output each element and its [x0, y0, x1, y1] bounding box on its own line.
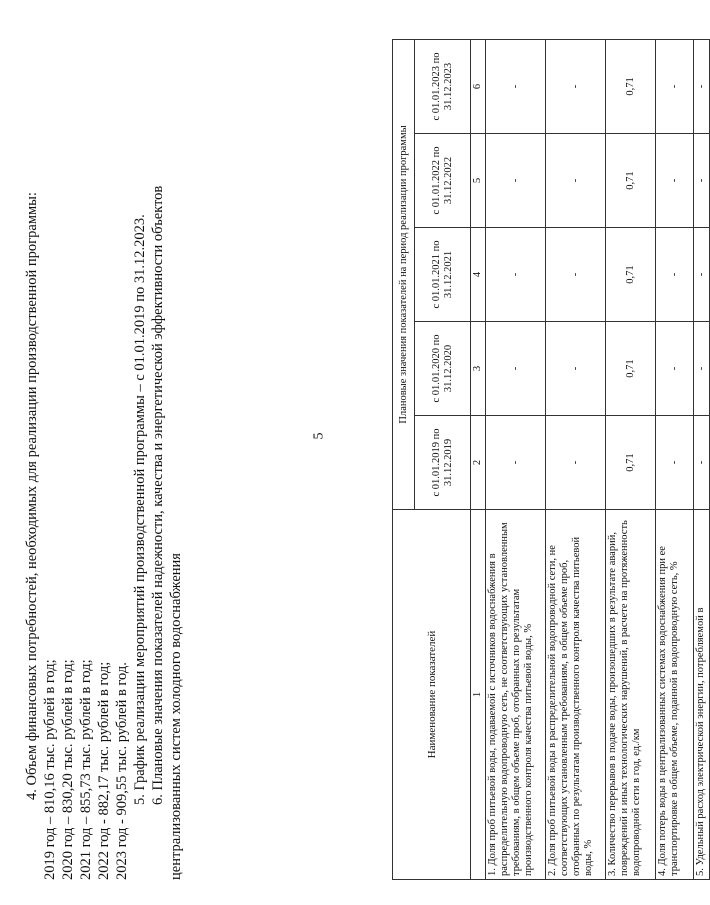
section-5-schedule: 5. График реализации мероприятий производственной программы – с 01.01.2019 по 31.12.2023. — [132, 214, 148, 805]
indicator-value: - — [486, 134, 546, 228]
table-row — [486, 39, 546, 879]
indicator-name: 2. Доля проб питьевой воды в распределительной водопроводной сети, не соответствующих установленным требованиям, в общем объеме проб, отобранных по результатам производственного контроля качества питьевой воды, % — [546, 510, 606, 880]
table-row — [606, 39, 656, 879]
header-indicator-name: Наименование показателей — [393, 510, 471, 880]
col-number: 2 — [471, 416, 486, 510]
rotated-page-content — [20, 20, 707, 880]
indicator-value: - — [486, 416, 546, 510]
indicator-value: - — [546, 134, 606, 228]
indicator-value: - — [656, 134, 694, 228]
table-row — [694, 39, 710, 879]
indicator-name: 5. Удельный расход электрической энергии, потребляемой в — [694, 510, 710, 880]
header-period-2023: с 01.01.2023 по 31.12.2023 — [415, 39, 471, 133]
header-period-2019: с 01.01.2019 по 31.12.2019 — [415, 416, 471, 510]
indicator-name: 3. Количество перерывов в подаче воды, произошедших в результате аварий, повреждений и иных технологических нарушений, в расчете на протяженность водопроводной сети в год, ед./км — [606, 510, 656, 880]
header-period-2020: с 01.01.2020 по 31.12.2020 — [415, 322, 471, 416]
indicator-value: - — [694, 416, 710, 510]
financing-2022: 2022 год - 882,17 тыс. рублей в год; — [96, 661, 112, 880]
indicator-value: - — [486, 322, 546, 416]
page-number: 5 — [311, 432, 327, 440]
indicators-table — [392, 39, 710, 880]
indicator-value: - — [694, 322, 710, 416]
indicator-value: - — [546, 416, 606, 510]
table-row — [546, 39, 606, 879]
indicator-value: - — [486, 39, 546, 133]
indicator-value: - — [694, 39, 710, 133]
section-6-line1: 6. Плановые значения показателей надежности, качества и энергетической эффективности объектов — [150, 185, 166, 805]
header-plan-period: Плановые значения показателей на период реализации программы — [393, 39, 415, 509]
indicator-value: 0,71 — [606, 416, 656, 510]
header-period-2022: с 01.01.2022 по 31.12.2022 — [415, 134, 471, 228]
col-number: 6 — [471, 39, 486, 133]
indicator-value: - — [656, 416, 694, 510]
col-number: 4 — [471, 228, 486, 322]
indicator-value: - — [656, 228, 694, 322]
indicator-value: 0,71 — [606, 322, 656, 416]
indicator-value: - — [656, 39, 694, 133]
indicator-value: - — [546, 39, 606, 133]
indicator-value: - — [546, 322, 606, 416]
section-4-title: 4. Объем финансовых потребностей, необходимых для реализации производственной программы: — [24, 192, 40, 800]
indicator-name: 1. Доля проб питьевой воды, подаваемой с источников водоснабжения в распределительную водопроводную сеть, не соответствующих установленным требованиям, в общем объеме проб, отобранных по результатам производственного контроля качества питьевой воды, % — [486, 510, 546, 880]
section-6-line2: централизованных систем холодного водоснабжения — [168, 553, 184, 880]
financing-2021: 2021 год – 855,73 тыс. рублей в год; — [78, 659, 94, 880]
indicator-value: 0,71 — [606, 39, 656, 133]
table-row — [656, 39, 694, 879]
indicator-value: - — [656, 322, 694, 416]
indicator-value: - — [694, 228, 710, 322]
col-number: 5 — [471, 134, 486, 228]
indicator-value: - — [546, 228, 606, 322]
indicator-value: - — [694, 134, 710, 228]
financing-2019: 2019 год – 810,16 тыс. рублей в год; — [42, 659, 58, 880]
financing-2023: 2023 год - 909,55 тыс. рублей в год. — [114, 662, 130, 880]
col-number: 1 — [471, 510, 486, 880]
indicator-name: 4. Доля потерь воды в централизованных системах водоснабжения при ее транспортировке в общем объеме, поданной в водопроводную сеть, % — [656, 510, 694, 880]
col-number: 3 — [471, 322, 486, 416]
header-period-2021: с 01.01.2021 по 31.12.2021 — [415, 228, 471, 322]
indicator-value: - — [486, 228, 546, 322]
financing-2020: 2020 год – 830,20 тыс. рублей в год; — [60, 659, 76, 880]
indicator-value: 0,71 — [606, 134, 656, 228]
indicator-value: 0,71 — [606, 228, 656, 322]
